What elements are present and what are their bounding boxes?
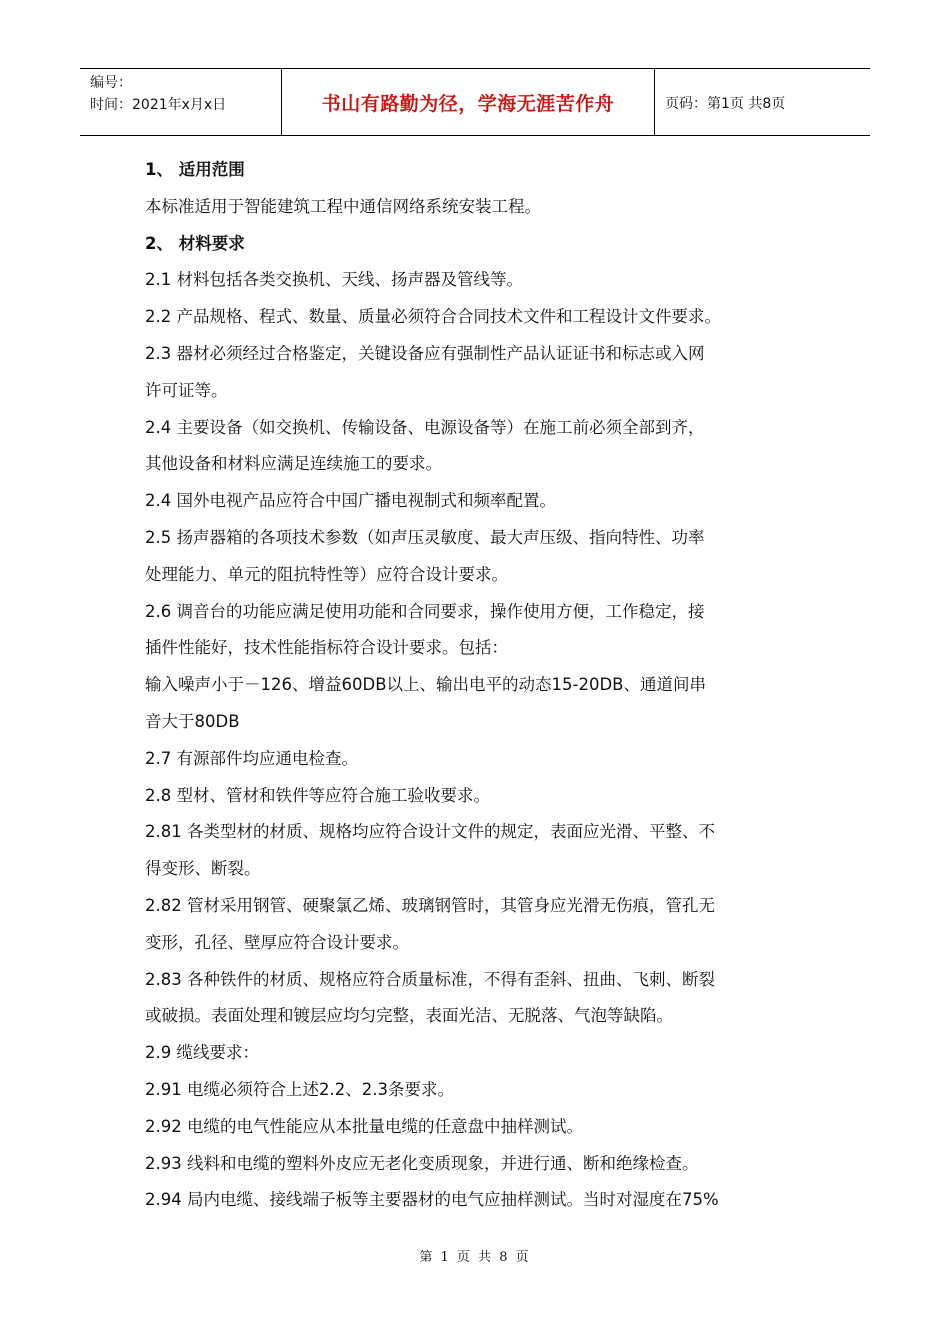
body-line: 输入噪声小于－126、增益60DB以上、输出电平的动态15-20DB、通道间串 bbox=[145, 675, 706, 695]
body-line: 得变形、断裂。 bbox=[145, 859, 261, 879]
body-line: 2.6 调音台的功能应满足使用功能和合同要求，操作使用方便，工作稳定，接 bbox=[145, 601, 705, 621]
page-footer: 第 1 页 共 8 页 bbox=[419, 1250, 531, 1265]
body-line: 本标准适用于智能建筑工程中通信网络系统安装工程。 bbox=[145, 196, 541, 216]
section-heading: 2、 材料要求 bbox=[145, 233, 245, 253]
document-date: 时间：2021年x月x日 bbox=[90, 97, 227, 113]
body-line: 或破损。表面处理和镀层应均匀完整，表面光洁、无脱落、气泡等缺陷。 bbox=[145, 1006, 673, 1026]
section-heading: 1、 适用范围 bbox=[145, 160, 245, 179]
body-line: 音大于80DB bbox=[145, 711, 240, 731]
page-header bbox=[80, 68, 870, 136]
body-line: 变形，孔径、壁厚应符合设计要求。 bbox=[145, 932, 409, 952]
body-line: 2.1 材料包括各类交换机、天线、扬声器及管线等。 bbox=[145, 270, 523, 290]
header-page-info: 页码：第1页 共8页 bbox=[665, 95, 786, 112]
body-line: 2.7 有源部件均应通电检查。 bbox=[145, 748, 358, 768]
body-line: 2.91 电缆必须符合上述2.2、2.3条要求。 bbox=[145, 1079, 454, 1099]
header-motto: 书山有路勤为径，学海无涯苦作舟 bbox=[282, 69, 655, 136]
body-line: 2.4 国外电视产品应符合中国广播电视制式和频率配置。 bbox=[145, 491, 556, 511]
body-line: 2.2 产品规格、程式、数量、质量必须符合合同技术文件和工程设计文件要求。 bbox=[145, 307, 721, 327]
body-line: 2.93 线料和电缆的塑料外皮应无老化变质现象，并进行通、断和绝缘检查。 bbox=[145, 1153, 699, 1173]
body-line: 其他设备和材料应满足连续施工的要求。 bbox=[145, 454, 442, 474]
body-line: 2.82 管材采用钢管、硬聚氯乙烯、玻璃钢管时，其管身应光滑无伤痕，管孔无 bbox=[145, 895, 715, 915]
body-line: 插件性能好，技术性能指标符合设计要求。包括： bbox=[145, 638, 508, 658]
body-line: 处理能力、单元的阻抗特性等）应符合设计要求。 bbox=[145, 564, 508, 584]
body-line: 2.81 各类型材的材质、规格均应符合设计文件的规定，表面应光滑、平整、不 bbox=[145, 822, 715, 842]
body-line: 2.9 缆线要求： bbox=[145, 1043, 259, 1063]
document-number-label: 编号： bbox=[90, 75, 132, 91]
body-line: 2.8 型材、管材和铁件等应符合施工验收要求。 bbox=[145, 785, 490, 805]
body-line: 2.3 器材必须经过合格鉴定，关键设备应有强制性产品认证证书和标志或入网 bbox=[145, 343, 705, 363]
body-line: 2.94 局内电缆、接线端子板等主要器材的电气应抽样测试。当时对湿度在75% bbox=[145, 1190, 719, 1210]
body-line: 2.4 主要设备（如交换机、传输设备、电源设备等）在施工前必须全部到齐， bbox=[145, 417, 705, 437]
body-line: 许可证等。 bbox=[145, 380, 228, 400]
body-line: 2.83 各种铁件的材质、规格应符合质量标准，不得有歪斜、扭曲、飞刺、断裂 bbox=[145, 969, 715, 989]
body-line: 2.92 电缆的电气性能应从本批量电缆的任意盘中抽样测试。 bbox=[145, 1116, 583, 1136]
document-body bbox=[145, 152, 810, 1219]
body-line: 2.5 扬声器箱的各项技术参数（如声压灵敏度、最大声压级、指向特性、功率 bbox=[145, 527, 705, 547]
header-meta bbox=[80, 69, 282, 136]
